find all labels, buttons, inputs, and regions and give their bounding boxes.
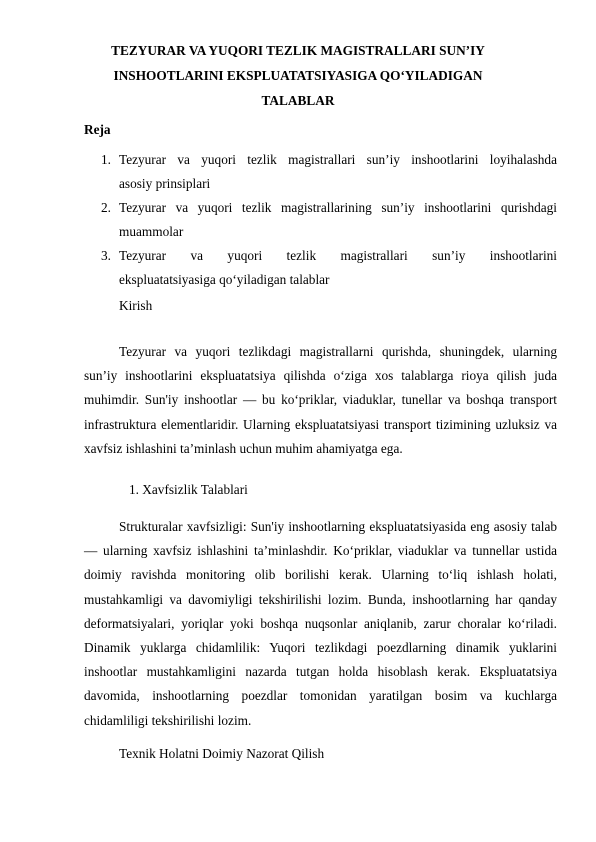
intro-paragraph: Tezyurar va yuqori tezlikdagi magistrallarni qurishda, shuningdek, ularning sun’iy inshootlarini ekspluatatsiya qilishda o‘ziga xos talablarga rioya qilish juda muhimdir. Sun'iy inshootlar — bu ko‘priklar, viaduklar, tunellar va boshqa transport infrastruktura elementlaridir. Ularning ekspluatatsiyasi transport tizimining uzluksiz va xavfsiz ishlashini ta’minlash uchun muhim ahamiyatga ega.: [84, 344, 557, 456]
plan-item-text-cont: muammolar: [119, 224, 184, 239]
plan-item-number: 1.: [101, 152, 111, 167]
safety-paragraph: Strukturalar xavfsizligi: Sun'iy inshootlarning ekspluatatsiyasida eng asosiy talab — ularning xavfsiz ishlashini ta’minlashdir. Ko‘priklar, viaduklar va tunnellar ustida doimiy ravishda monitoring olib borilishi kerak. Ularning to‘liq ishlash holati, mustahkamligi va davomiyligi tekshirilishi lozim. Bunda, inshootlarning har qanday deformatsiyalari, yoriqlar yoki boshqa nuqsonlar aniqlanib, zarur choralar ko‘riladi. Dinamik yuklarga chidamlilik: Yuqori tezlikdagi poezdlarning dinamik yuklarini inshootlar mustahkamligini nazarda tutgan holda hisoblash kerak. Ekspluatatsiya davomida, inshootlarning poezdlar tomonidan yaratilgan bosim va kuchlarga chidamliligi tekshirilishi lozim.: [84, 519, 557, 728]
section-heading-monitoring: Texnik Holatni Doimiy Nazorat Qilish: [119, 746, 325, 761]
section-heading-safety: 1. Xavfsizlik Talablari: [129, 482, 248, 497]
plan-item-text-cont: ekspluatatsiyasiga qo‘yiladigan talablar: [119, 272, 330, 287]
plan-item-text: Tezyurar va yuqori tezlik magistrallari sun’iy inshootlarini loyihalashda: [119, 152, 557, 167]
plan-item-text: Tezyurar va yuqori tezlik magistrallarining sun’iy inshootlarini qurishdagi: [119, 200, 557, 215]
title-line-3: TALABLAR: [261, 93, 335, 108]
title-line-2: INSHOOTLARINI EKSPLUATATSIYASIGA QO‘YILADIGAN: [113, 68, 483, 83]
plan-item: [84, 196, 557, 244]
plan-heading: Reja: [84, 122, 111, 137]
title-line-1: TEZYURAR VA YUQORI TEZLIK MAGISTRALLARI SUN’IY: [111, 43, 485, 58]
plan-item-text-cont: asosiy prinsiplari: [119, 176, 211, 191]
document-title: [84, 38, 512, 113]
plan-list: [84, 148, 557, 292]
plan-item: [84, 148, 557, 196]
plan-item-number: 2.: [101, 200, 111, 215]
plan-item-text: Tezyurar va yuqori tezlik magistrallari sun’iy inshootlarini: [119, 248, 557, 263]
intro-heading: Kirish: [119, 298, 153, 313]
plan-item-number: 3.: [101, 248, 111, 263]
plan-item: [84, 244, 557, 292]
